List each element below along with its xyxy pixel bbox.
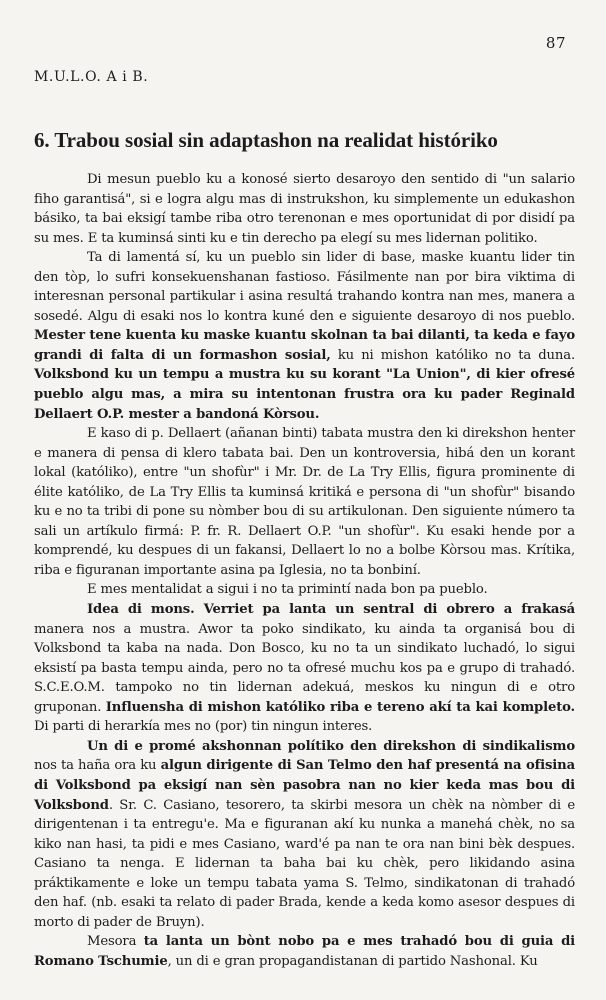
text-run: Di mesun pueblo ku a konosé sierto desaroyo den sentido di "un salario fiho garantisá", si e logra algu mas di instrukshon, ku simplemente un edukashon básiko, ta bai eksigí tambe riba otro terenonan e mes oportunidat di por disidí pa su mes. E ta kuminsá sinti ku e tin derecho pa elegí su mes lidernan politiko. bbox=[34, 172, 575, 246]
paragraph bbox=[34, 932, 575, 971]
bold-text: Volksbond ku un tempu a mustra ku su korant "La Union", di kier ofresé pueblo algu mas, a mira su intentonan frustra ora ku pader Reginald Dellaert O.P. mester a bandoná Kòrsou. bbox=[34, 367, 575, 422]
paragraph bbox=[34, 424, 575, 580]
text-run: Di parti di herarkía mes no (por) tin ningun interes. bbox=[34, 719, 373, 735]
text-run: Mesora bbox=[87, 934, 144, 950]
text-run: ku ni mishon katóliko no ta duna. bbox=[330, 347, 575, 363]
bold-text: Mester tene kuenta ku maske kuantu skolnan ta bai dilanti, ta keda e fayo grandi di falta di un formashon sosial, bbox=[34, 328, 575, 363]
bold-text: Idea di mons. Verriet pa lanta un sentral di obrero a frakasá bbox=[87, 602, 575, 618]
bold-text: Influensha di mishon katóliko riba e tereno akí ta kai kompleto. bbox=[105, 699, 575, 715]
paragraph bbox=[34, 600, 575, 737]
body-text bbox=[34, 170, 575, 971]
text-run: . Sr. C. Casiano, tesorero, ta skirbi mesora un chèk na nòmber di e dirigentenan i ta entregu'e. Ma e figuranan akí ku nunka a manehá chèk, no sa kiko nan hasi, ta pidi e mes Casiano, ward'é pa nan te ora nan bini bèk despues. Casiano ta nenga. E lidernan ta baha bai ku chèk, pero likidando asina práktikamente e loke un tempu tabata yama S. Telmo, sindikatonan di trahadó den haf. (nb. esaki ta relato di pader Brada, kende a keda komo asesor despues di morto di pader de Bruyn). bbox=[34, 797, 575, 930]
page-number: 87 bbox=[545, 34, 566, 52]
text-run: Ta di lamentá sí, ku un pueblo sin lider di base, maske kuantu lider tin den tòp, lo sufri konsekuenshanan fastioso. Fásilmente nan por bira viktima di interesnan personal partikular i asina resultá trahando kontra nan mes, manera a sosedé. Algu di esaki nos lo kontra kuné den e siguiente desaroyo di nos pueblo. bbox=[34, 250, 575, 324]
text-run: E kaso di p. Dellaert (añanan binti) tabata mustra den ki direkshon henter e manera di pensa di klero tabata bai. Den un kontroversia, hibá den un korant lokal (katóliko), entre "un shofùr" i Mr. Dr. de La Try Ellis, figura prominente di élite katóliko, de La Try Ellis ta kuminsá kritiká e persona di "un shofùr" bisando ku e no ta tribi di pone su nòmber bou di su artikulonan. Den siguiente número ta sali un artíkulo firmá: P. fr. R. Dellaert O.P. "un shofùr". Ku esaki hende por a komprendé, ku despues di un fakansi, Dellaert lo no a bolbe Kòrsou mas. Krítika, riba e figuranan importante asina pa Iglesia, no ta bonbiní. bbox=[34, 426, 575, 578]
text-run: , un di e gran propagandistanan di partido Nashonal. Ku bbox=[167, 953, 538, 969]
text-run: E mes mentalidat a sigui i no ta primintí nada bon pa pueblo. bbox=[87, 582, 488, 598]
paragraph bbox=[34, 580, 575, 600]
paragraph bbox=[34, 737, 575, 932]
bold-text: Un di e promé akshonnan polítiko den direkshon di sindikalismo bbox=[87, 738, 575, 754]
bold-text: ta lanta un bònt nobo pa e mes trahadó bou di guia di Romano Tschumie bbox=[34, 934, 576, 969]
paragraph bbox=[34, 170, 575, 248]
paragraph bbox=[34, 248, 575, 424]
bold-text: algun dirigente di San Telmo den haf presentá na ofisina di Volksbond pa eksigí nan sèn pasobra nan no kier keda mas bou di Volksbond bbox=[34, 758, 576, 813]
chapter-title: 6. Trabou sosial sin adaptashon na realidat históriko bbox=[34, 128, 498, 152]
text-run: nos ta haña ora ku bbox=[34, 758, 161, 774]
text-run: manera nos a mustra. Awor ta poko sindikato, ku ainda ta organisá bou di Volksbond ta kaba na nada. Don Bosco, ku no ta un sindikato luchadó, lo sigui eksistí pa basta tempu ainda, pero no ta ofresé muchu kos pa e grupo di trahadó. S.C.E.O.M. tampoko no tin lidernan adekuá, meskos ku ningun di e otro gruponan. bbox=[34, 621, 575, 715]
running-head: M.U.L.O. A i B. bbox=[34, 69, 149, 85]
